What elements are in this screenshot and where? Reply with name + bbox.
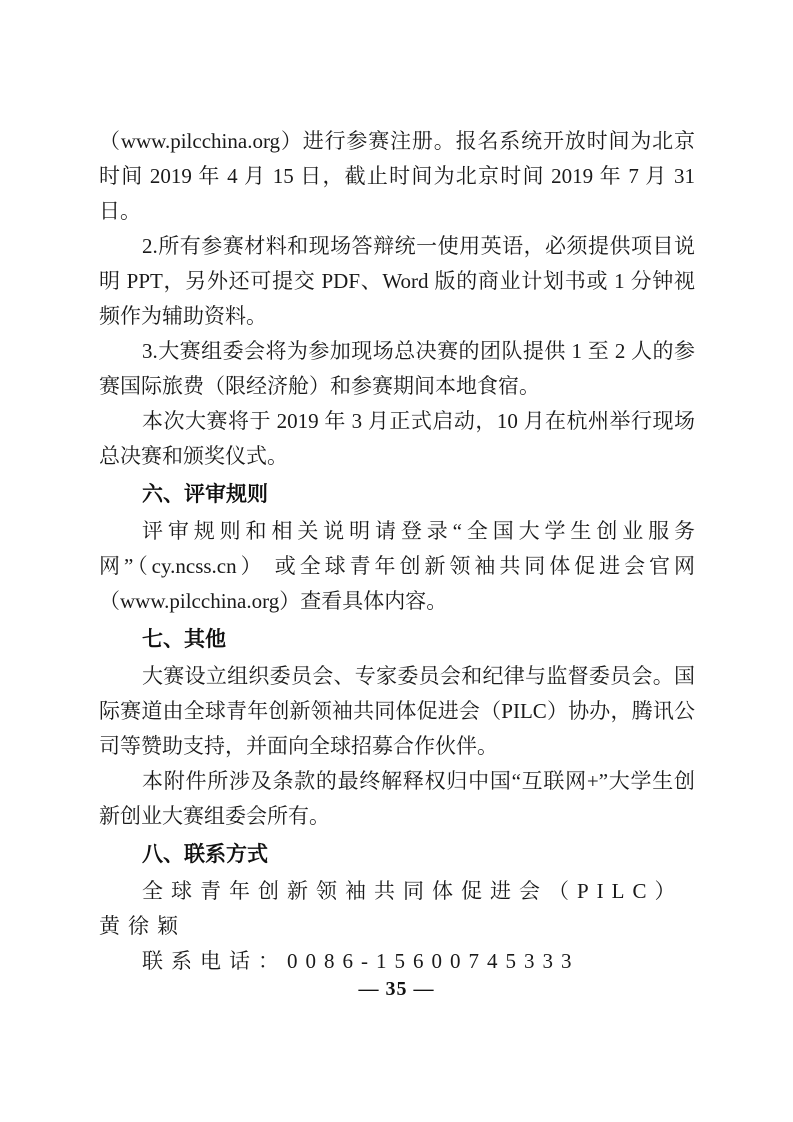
page-number: — 35 — bbox=[358, 978, 435, 1000]
section-heading-review-rules: 六、评审规则 bbox=[142, 483, 268, 506]
committee-paragraph: 大赛设立组织委员会、专家委员会和纪律与监督委员会。国际赛道由全球青年创新领袖共同体促进会（PILC）协办，腾讯公司等赞助支持，并面向全球招募合作伙伴。 bbox=[99, 664, 695, 758]
contact-phone-line: 联系电话：0086-15600745333 bbox=[142, 949, 580, 973]
contact-name-line: 全球青年创新领袖共同体促进会（PILC） 黄徐颖 bbox=[99, 879, 703, 938]
section-heading-contact: 八、联系方式 bbox=[142, 843, 268, 866]
section-heading-other: 七、其他 bbox=[142, 628, 226, 651]
review-rules-paragraph: 评审规则和相关说明请登录“全国大学生创业服务网”（cy.ncss.cn） 或全球青年创新领袖共同体促进会官网（www.pilcchina.org）查看具体内容。 bbox=[99, 519, 695, 613]
document-text-block bbox=[99, 124, 703, 979]
launch-schedule-paragraph: 本次大赛将于 2019 年 3 月正式启动，10 月在杭州举行现场总决赛和颁奖仪式。 bbox=[99, 409, 695, 468]
interpretation-rights-paragraph: 本附件所涉及条款的最终解释权归中国“互联网+”大学生创新创业大赛组委会所有。 bbox=[99, 769, 695, 828]
numbered-item-3: 3.大赛组委会将为参加现场总决赛的团队提供 1 至 2 人的参赛国际旅费（限经济舱）和参赛期间本地食宿。 bbox=[99, 339, 695, 398]
continuation-paragraph: （www.pilcchina.org）进行参赛注册。报名系统开放时间为北京时间 2019 年 4 月 15 日，截止时间为北京时间 2019 年 7 月 31 日。 bbox=[99, 129, 695, 223]
numbered-item-2: 2.所有参赛材料和现场答辩统一使用英语，必须提供项目说明 PPT，另外还可提交 PDF、Word 版的商业计划书或 1 分钟视频作为辅助资料。 bbox=[99, 234, 695, 328]
